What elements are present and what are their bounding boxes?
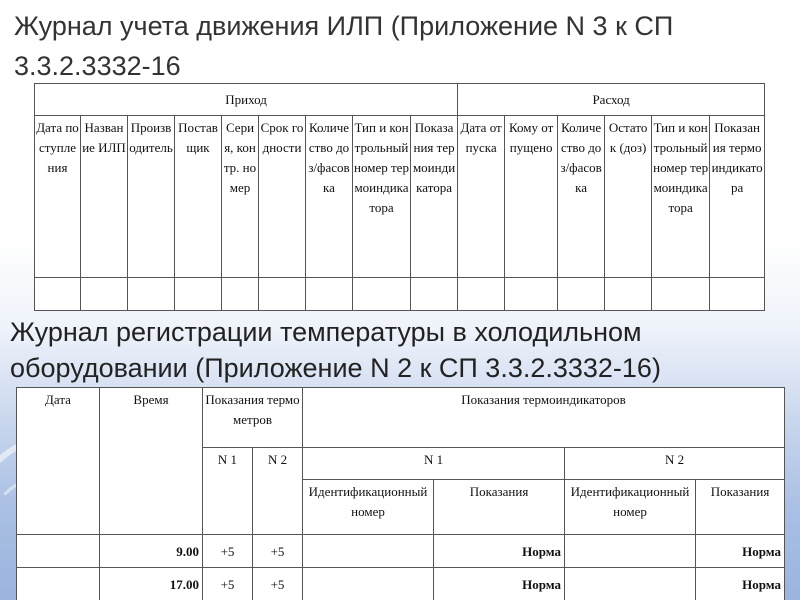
empty-cell xyxy=(259,278,306,311)
cell-id-2 xyxy=(565,535,696,568)
empty-cell xyxy=(35,278,81,311)
empty-cell xyxy=(558,278,605,311)
empty-cell xyxy=(81,278,128,311)
empty-cell xyxy=(175,278,222,311)
empty-cell xyxy=(458,278,505,311)
empty-cell xyxy=(306,278,353,311)
cell-thermometer-1: +5 xyxy=(203,568,253,600)
cell-thermometer-2: +5 xyxy=(253,568,303,600)
column-header: Срок годности xyxy=(259,116,306,278)
cell-reading-2: Норма xyxy=(696,568,785,600)
cell-id-1 xyxy=(303,535,434,568)
column-header: Производитель xyxy=(128,116,175,278)
column-header-time: Время xyxy=(100,388,203,535)
column-header: Показания термоиндикатора xyxy=(411,116,458,278)
empty-cell xyxy=(128,278,175,311)
cell-thermometer-1: +5 xyxy=(203,535,253,568)
column-header: Количество доз/фасовка xyxy=(306,116,353,278)
cell-time: 9.00 xyxy=(100,535,203,568)
table-row xyxy=(17,568,785,600)
cell-id-1 xyxy=(303,568,434,600)
column-header: Показания термоиндикатора xyxy=(710,116,765,278)
ilp-movement-table xyxy=(34,83,765,311)
column-header-indicators: Показания термоиндикаторов xyxy=(303,388,785,448)
thermometer-n1-header: N 1 xyxy=(203,448,253,535)
id-number-header: Идентификационный номер xyxy=(565,480,696,535)
cell-reading-1: Норма xyxy=(434,535,565,568)
readings-header: Показания xyxy=(696,480,785,535)
table-row xyxy=(35,278,765,311)
empty-cell xyxy=(353,278,411,311)
table-row xyxy=(17,535,785,568)
column-header: Серия, контр. номер xyxy=(222,116,259,278)
empty-cell xyxy=(710,278,765,311)
empty-cell xyxy=(411,278,458,311)
group-income-header: Приход xyxy=(35,84,458,116)
id-number-header: Идентификационный номер xyxy=(303,480,434,535)
column-header: Дата отпуска xyxy=(458,116,505,278)
cell-thermometer-2: +5 xyxy=(253,535,303,568)
cell-date xyxy=(17,535,100,568)
indicator-n1-header: N 1 xyxy=(303,448,565,480)
empty-cell xyxy=(652,278,710,311)
column-header: Тип и контрольный номер термоиндикатора xyxy=(652,116,710,278)
empty-cell xyxy=(505,278,558,311)
column-header-date: Дата xyxy=(17,388,100,535)
cell-date xyxy=(17,568,100,600)
column-header-thermometers: Показания термометров xyxy=(203,388,303,448)
empty-cell xyxy=(222,278,259,311)
group-expense-header: Расход xyxy=(458,84,765,116)
temperature-journal-title: Журнал регистрации температуры в холодильном оборудовании (Приложение N 2 к СП 3.3.2.3332-16) xyxy=(10,317,661,383)
column-header: Поставщик xyxy=(175,116,222,278)
column-header: Название ИЛП xyxy=(81,116,128,278)
column-header: Остаток (доз) xyxy=(605,116,652,278)
indicator-n2-header: N 2 xyxy=(565,448,785,480)
column-header: Тип и контрольный номер термоиндикатора xyxy=(353,116,411,278)
cell-reading-1: Норма xyxy=(434,568,565,600)
column-header: Дата поступления xyxy=(35,116,81,278)
column-header: Количество доз/фасовка xyxy=(558,116,605,278)
thermometer-n2-header: N 2 xyxy=(253,448,303,535)
cell-reading-2: Норма xyxy=(696,535,785,568)
empty-cell xyxy=(605,278,652,311)
cell-id-2 xyxy=(565,568,696,600)
column-header: Кому отпущено xyxy=(505,116,558,278)
temperature-log-table xyxy=(16,387,785,600)
ilp-journal-title: Журнал учета движения ИЛП (Приложение N 3 к СП 3.3.2.3332-16 xyxy=(14,11,674,81)
cell-time: 17.00 xyxy=(100,568,203,600)
readings-header: Показания xyxy=(434,480,565,535)
